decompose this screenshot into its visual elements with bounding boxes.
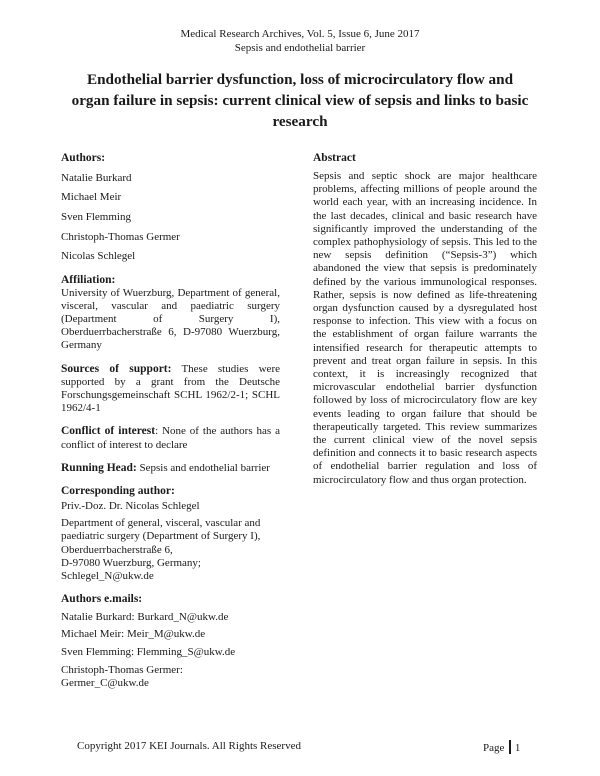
journal-line: Medical Research Archives, Vol. 5, Issue 6, June 2017 — [180, 28, 420, 40]
conflict-text: : None of the authors has a conflict of interest to declare — [61, 425, 280, 451]
corresponding-label: Corresponding author: — [61, 484, 175, 497]
email-line: Sven Flemming: Flemming_S@ukw.de — [61, 646, 236, 659]
right-column — [313, 151, 537, 487]
address-line: Department of general, visceral, vascular and — [61, 517, 261, 530]
left-column — [61, 151, 280, 690]
abstract-label: Abstract — [313, 152, 356, 164]
emails-section — [61, 592, 280, 690]
emails-label: Authors e.mails: — [61, 593, 143, 606]
page-label: Page — [483, 742, 505, 754]
copyright-notice: Copyright 2017 KEI Journals. All Rights Reserved — [77, 740, 301, 752]
email-line: Christoph-Thomas Germer: — [61, 663, 183, 676]
article-title: Endothelial barrier dysfunction, loss of microcirculatory flow and organ failure in sepsis: current clinical view of sepsis and links to basic research — [71, 71, 529, 130]
page-number: 1 — [514, 742, 521, 754]
authors-list — [61, 172, 280, 264]
authors-label: Authors: — [61, 152, 106, 164]
page-separator — [509, 740, 511, 754]
page-indicator — [483, 740, 520, 754]
address-line: D-97080 Wuerzburg, Germany; — [61, 556, 201, 569]
author-name: Natalie Burkard — [61, 171, 132, 184]
email-line: Germer_C@ukw.de — [61, 676, 149, 689]
author-name: Christoph-Thomas Germer — [61, 230, 180, 243]
author-name: Michael Meir — [61, 191, 122, 204]
support-label: Sources of support: — [61, 362, 172, 375]
abstract-text: Sepsis and septic shock are major healthcare problems, affecting millions of people around the world each year, with an increasing incidence. In the last decades, clinical and basic research have significantly improved the understanding of the complex pathophysiology of sepsis. This led to the new sepsis definition (“Sepsis-3”) which abandoned the view that sepsis is predominately defined by the various immunological responses. Rather, sepsis is now defined as life-threatening organ dysfunction caused by a dysregulated host response to infection. This view with a focus on the establishment of organ failure warrants the intensified research for therapeutic attempts to prevent and treat organ failure in sepsis. In this context, it is increasingly recognized that microvascular endothelial barrier dysfunction followed by loss of microcirculatory flow are key events leading to organ failure that should be therapeutically targeted. This review summarizes the current clinical view of the novel sepsis definition and connects it to basic research aspects of endothelial barrier regulation and loss of microcirculatory flow and thus organ protection. — [313, 170, 537, 486]
address-line: Schlegel_N@ukw.de — [61, 569, 154, 582]
conflict-section — [61, 424, 280, 451]
email-line: Natalie Burkard: Burkard_N@ukw.de — [61, 610, 229, 623]
conflict-label: Conflict of interest — [61, 425, 156, 438]
running-head-label: Running Head: — [61, 461, 137, 474]
email-line: Michael Meir: Meir_M@ukw.de — [61, 628, 206, 641]
author-name: Sven Flemming — [61, 210, 131, 223]
author-name: Nicolas Schlegel — [61, 250, 136, 263]
running-head-section — [61, 461, 280, 475]
page-header — [0, 27, 600, 55]
affiliation-text: University of Wuerzburg, Department of general, visceral, vascular and paediatric surgery (Department of Surgery I), Oberduerrbacherstraße 6, D-97080 Wuerzburg, Germany — [61, 286, 280, 352]
support-text: These studies were supported by a grant from the Deutsche Forschungsgemeinschaft SCHL 1962/2-1; SCHL 1962/4-1 — [61, 362, 280, 415]
corresponding-address — [61, 517, 280, 583]
address-line: paediatric surgery (Department of Surgery I), — [61, 530, 261, 543]
affiliation-label: Affiliation: — [61, 273, 116, 286]
corresponding-name: Priv.-Doz. Dr. Nicolas Schlegel — [61, 499, 200, 512]
support-section — [61, 362, 280, 416]
address-line: Oberduerrbacherstraße 6, — [61, 543, 173, 556]
running-title: Sepsis and endothelial barrier — [234, 42, 366, 54]
affiliation-section — [61, 273, 280, 353]
corresponding-section — [61, 484, 280, 583]
running-head-text: Sepsis and endothelial barrier — [139, 461, 270, 474]
